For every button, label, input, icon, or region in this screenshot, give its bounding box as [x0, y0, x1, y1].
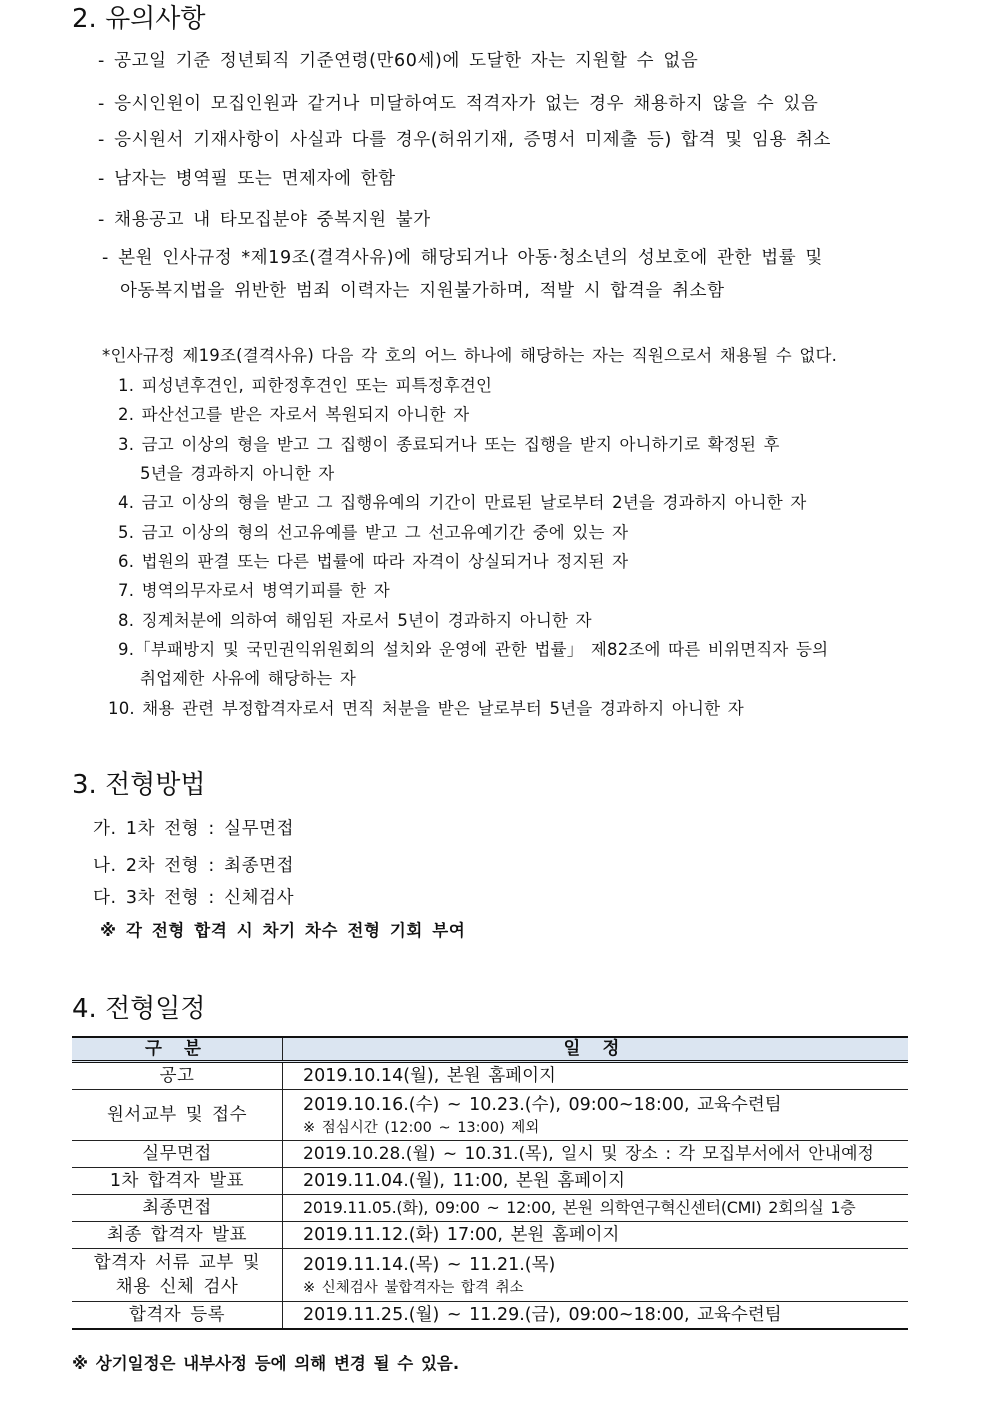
row-category: 공고: [72, 1062, 283, 1090]
list-item-number: 9.: [118, 640, 135, 659]
row-category: 최종 합격자 발표: [72, 1222, 283, 1249]
list-item: [118, 636, 828, 660]
row-schedule-note: ※ 신체검사 불합격자는 합격 취소: [303, 1280, 524, 1296]
list-item-number: 4.: [118, 493, 135, 512]
list-item-text: 채용 관련 부정합격자로서 면직 처분을 받은 날로부터 5년을 경과하지 아니한 자: [142, 699, 744, 718]
row-category-line2: 채용 신체 검사: [115, 1277, 239, 1297]
list-item-number: 1.: [118, 376, 135, 395]
list-item-number: 5.: [118, 523, 135, 542]
list-item-continuation: 취업제한 사유에 해당하는 자: [140, 669, 357, 688]
list-item: [118, 519, 628, 543]
row-category-cell: [72, 1249, 283, 1302]
note-3: - 응시원서 기재사항이 사실과 다를 경우(허위기재, 증명서 미제출 등) 합격 및 임용 취소: [98, 130, 832, 150]
table-row: [72, 1222, 908, 1249]
list-item-number: 8.: [118, 611, 135, 630]
list-item: [108, 695, 744, 719]
list-item: [118, 548, 628, 572]
column-header-schedule: 일 정: [283, 1037, 909, 1062]
list-item-number: 2.: [118, 405, 135, 424]
selection-note: ※ 각 전형 합격 시 차기 차수 전형 기회 부여: [100, 921, 466, 940]
row-schedule: 2019.11.05.(화), 09:00 ~ 12:00, 본원 의학연구혁신센터(CMI) 2회의실 1층: [283, 1195, 909, 1222]
list-item-continuation: 5년을 경과하지 아니한 자: [140, 464, 335, 483]
row-schedule: 2019.11.25.(월) ~ 11.29.(금), 09:00~18:00, 교육수련팀: [283, 1302, 909, 1330]
section3-heading: 3. 전형방법: [72, 770, 206, 800]
list-item-text: 금고 이상의 형을 받고 그 집행유예의 기간이 만료된 날로부터 2년을 경과하지 아니한 자: [141, 493, 807, 512]
row-category-line1: 합격자 서류 교부 및: [93, 1253, 261, 1273]
row-category: 최종면접: [72, 1195, 283, 1222]
table-row: [72, 1302, 908, 1330]
note-4: - 남자는 병역필 또는 면제자에 한함: [98, 169, 396, 189]
table-row: [72, 1141, 908, 1168]
note-6-line1: - 본원 인사규정 *제19조(결격사유)에 해당되거나 아동·청소년의 성보호에 관한 법률 및: [102, 248, 823, 268]
row-schedule: 2019.11.12.(화) 17:00, 본원 홈페이지: [283, 1222, 909, 1249]
note-1: - 공고일 기준 정년퇴직 기준연령(만60세)에 도달한 자는 지원할 수 없음: [98, 51, 699, 71]
list-item-number: 7.: [118, 581, 135, 600]
list-item: [118, 431, 780, 455]
list-item: [118, 489, 807, 513]
row-schedule-cell: [283, 1090, 909, 1141]
list-item: [118, 577, 390, 601]
note-5: - 채용공고 내 타모집분야 중복지원 불가: [98, 210, 431, 230]
list-item-text: 금고 이상의 형의 선고유예를 받고 그 선고유예기간 중에 있는 자: [141, 523, 629, 542]
schedule-table: [72, 1036, 908, 1330]
row-schedule: 2019.10.28.(월) ~ 10.31.(목), 일시 및 장소 : 각 모집부서에서 안내예정: [283, 1141, 909, 1168]
list-item-text: 징계처분에 의하여 해임된 자로서 5년이 경과하지 아니한 자: [141, 611, 592, 630]
list-item-number: 3.: [118, 435, 135, 454]
list-item-text: 파산선고를 받은 자로서 복원되지 아니한 자: [141, 405, 470, 424]
list-item: [118, 607, 592, 631]
column-header-category: 구 분: [72, 1037, 283, 1062]
list-item-text: 병역의무자로서 병역기피를 한 자: [141, 581, 390, 600]
list-item-number: 6.: [118, 552, 135, 571]
row-schedule: 2019.10.16.(수) ~ 10.23.(수), 09:00~18:00, 교육수련팀: [303, 1095, 782, 1115]
table-row: [72, 1062, 908, 1090]
list-item: [118, 401, 469, 425]
note-2: - 응시인원이 모집인원과 같거나 미달하여도 적격자가 없는 경우 채용하지 않을 수 있음: [98, 94, 819, 114]
list-item-text: 금고 이상의 형을 받고 그 집행이 종료되거나 또는 집행을 받지 아니하기로 확정된 후: [141, 435, 780, 454]
list-item-number: 10.: [108, 699, 135, 718]
row-schedule: 2019.11.04.(월), 11:00, 본원 홈페이지: [283, 1168, 909, 1195]
row-category: 1차 합격자 발표: [72, 1168, 283, 1195]
note-6-line2: 아동복지법을 위반한 범죄 이력자는 지원불가하며, 적발 시 합격을 취소함: [120, 281, 725, 301]
row-schedule-cell: [283, 1249, 909, 1302]
citation-intro: *인사규정 제19조(결격사유) 다음 각 호의 어느 하나에 해당하는 자는 직원으로서 채용될 수 없다.: [102, 346, 838, 365]
table-row: [72, 1195, 908, 1222]
list-item-text: 법원의 판결 또는 다른 법률에 따라 자격이 상실되거나 정지된 자: [141, 552, 629, 571]
table-header-row: [72, 1037, 908, 1062]
list-item-text: 「부패방지 및 국민권익위원회의 설치와 운영에 관한 법률」 제82조에 따른 비위면직자 등의: [134, 640, 829, 659]
section4-heading: 4. 전형일정: [72, 994, 206, 1024]
selection-step-1: 가. 1차 전형 : 실무면접: [93, 819, 295, 839]
row-schedule: 2019.11.14.(목) ~ 11.21.(목): [303, 1255, 556, 1275]
row-category: 원서교부 및 접수: [72, 1090, 283, 1141]
table-row: [72, 1168, 908, 1195]
row-category: 합격자 등록: [72, 1302, 283, 1330]
row-category: 실무면접: [72, 1141, 283, 1168]
row-schedule-note: ※ 점심시간 (12:00 ~ 13:00) 제외: [303, 1120, 540, 1136]
table-row: [72, 1249, 908, 1302]
selection-step-2: 나. 2차 전형 : 최종면접: [93, 856, 295, 876]
row-schedule: 2019.10.14(월), 본원 홈페이지: [283, 1062, 909, 1090]
table-row: [72, 1090, 908, 1141]
list-item: [118, 372, 492, 396]
section2-heading: 2. 유의사항: [72, 4, 206, 34]
list-item-text: 피성년후견인, 피한정후견인 또는 피특정후견인: [141, 376, 493, 395]
schedule-footer-note: ※ 상기일정은 내부사정 등에 의해 변경 될 수 있음.: [72, 1354, 460, 1373]
selection-step-3: 다. 3차 전형 : 신체검사: [93, 888, 295, 908]
